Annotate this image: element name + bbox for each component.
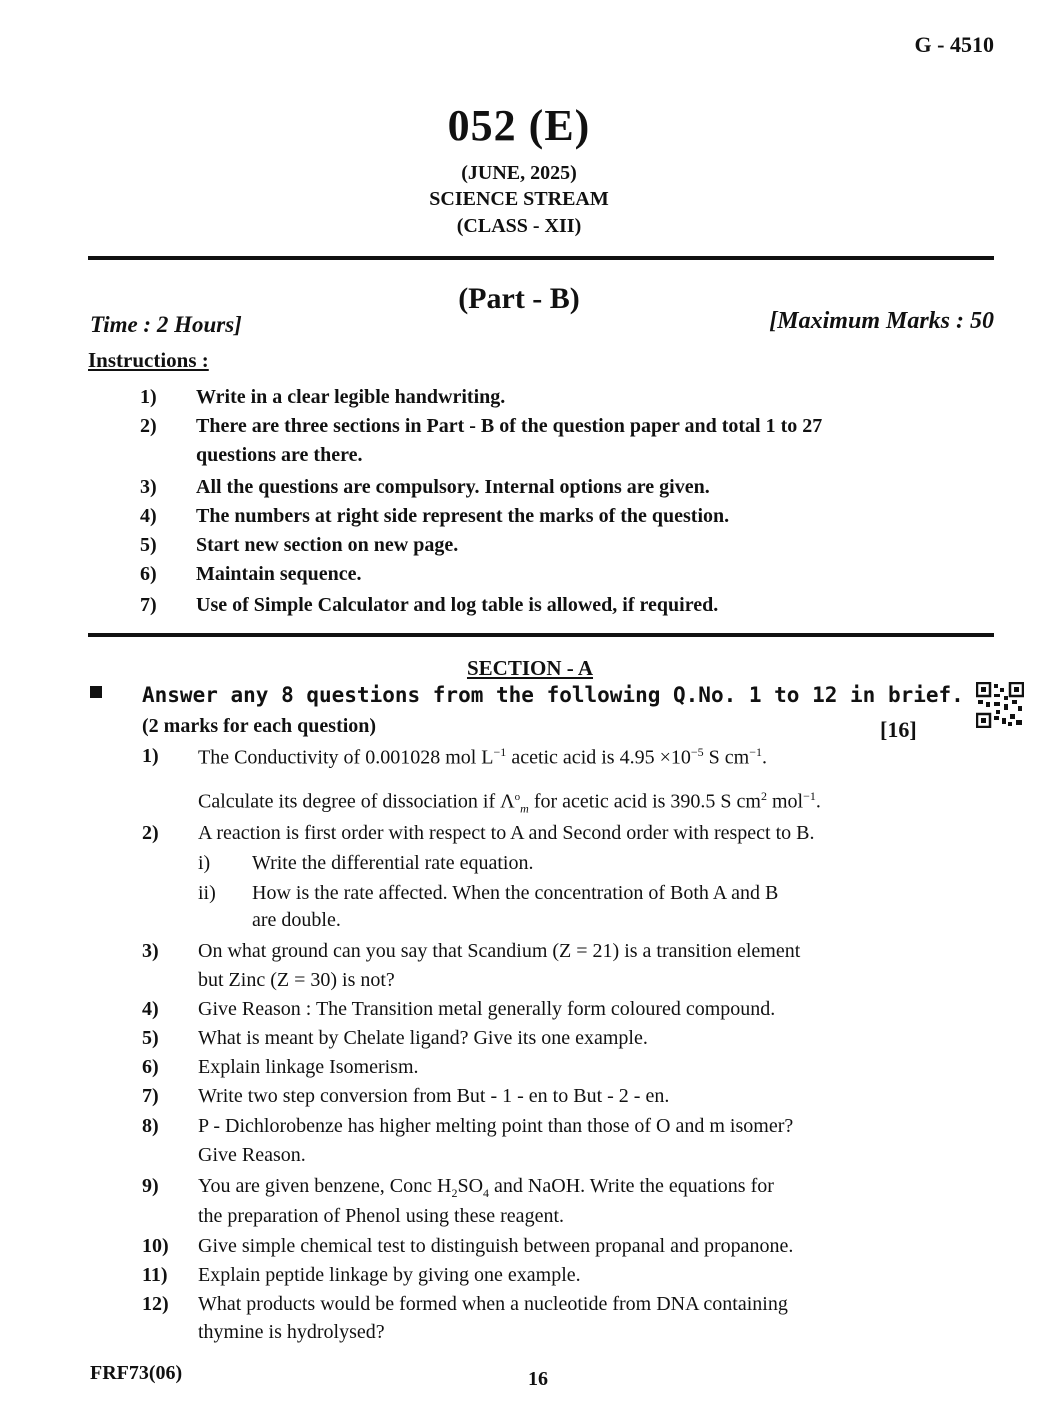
instructions-divider (88, 633, 994, 637)
header-divider (88, 256, 994, 260)
question-5: 5) What is meant by Chelate ligand? Give its one example. (142, 1027, 648, 1049)
qr-code-icon (976, 682, 1024, 728)
question-12: 12) What products would be formed when a nucleotide from DNA containing thymine is hydrolysed? (142, 1293, 788, 1343)
question-1-line-1: The Conductivity of 0.001028 mol $L^{-1}$ acetic acid is $4.95 \times 10^{-5}$ S $cm^{-1}$. (198, 745, 767, 769)
exam-stream: SCIENCE STREAM (429, 188, 609, 210)
part-title: (Part - B) (458, 282, 580, 315)
question-1: 1) The Conductivity of 0.001028 mol $L^{-1}$ acetic acid is $4.95 \times 10^{-5}$ S $cm^{-1}$. Calculate its degree of dissociation if $\Lambda^o_m$ for acetic acid is 390.5 S $cm^2$ mol$^{-1}$. (142, 745, 821, 816)
question-11: 11) Explain peptide linkage by giving one example. (142, 1264, 581, 1286)
instructions-title: Instructions : (88, 348, 209, 372)
question-3: 3) On what ground can you say that Scandium (Z = 21) is a transition element but Zinc (Z = 30) is not? (142, 940, 801, 991)
question-2: 2) A reaction is first order with respect to A and Second order with respect to B. (142, 822, 815, 844)
question-2-sub-i: i) Write the differential rate equation. (198, 852, 534, 874)
question-8: 8) P - Dichlorobenze has higher melting point than those of O and m isomer? Give Reason. (142, 1115, 794, 1166)
footer-code: FRF73(06) (90, 1362, 183, 1384)
time-allowed: Time : 2 Hours] (90, 312, 242, 337)
question-10: 10) Give simple chemical test to distinguish between propanal and propanone. (142, 1235, 794, 1257)
exam-session: (JUNE, 2025) (461, 162, 577, 184)
paper-code: G - 4510 (914, 32, 994, 57)
section-title: SECTION - A (466, 656, 594, 680)
question-1-line-2: Calculate its degree of dissociation if $\Lambda^o_m$ for acetic acid is 390.5 S $cm^2$ mol$^{-1}$. (198, 789, 821, 816)
page-number: 16 (528, 1368, 548, 1390)
question-9-line-1: You are given benzene, Conc $H_2SO_4$ and NaOH. Write the equations for (198, 1175, 774, 1200)
subject-code: 052 (E) (447, 101, 591, 150)
question-4: 4) Give Reason : The Transition metal generally form coloured compound. (142, 998, 776, 1020)
exam-class: (CLASS - XII) (456, 215, 582, 237)
section-total-marks: [16] (880, 717, 917, 742)
marks-note: (2 marks for each question) (142, 715, 377, 737)
question-2-sub-ii: ii) How is the rate affected. When the concentration of Both A and B are double. (198, 882, 779, 931)
bullet-square-icon (90, 686, 102, 698)
question-6: 6) Explain linkage Isomerism. (142, 1056, 419, 1078)
maximum-marks: [Maximum Marks : 50 (769, 308, 994, 334)
question-7: 7) Write two step conversion from But - 1 - en to But - 2 - en. (142, 1085, 670, 1107)
question-9: 9) You are given benzene, Conc $H_2SO_4$ and NaOH. Write the equations for the preparation of Phenol using these reagent. (142, 1175, 774, 1227)
section-instruction: Answer any 8 questions from the following Q.No. 1 to 12 in brief. (142, 683, 964, 707)
